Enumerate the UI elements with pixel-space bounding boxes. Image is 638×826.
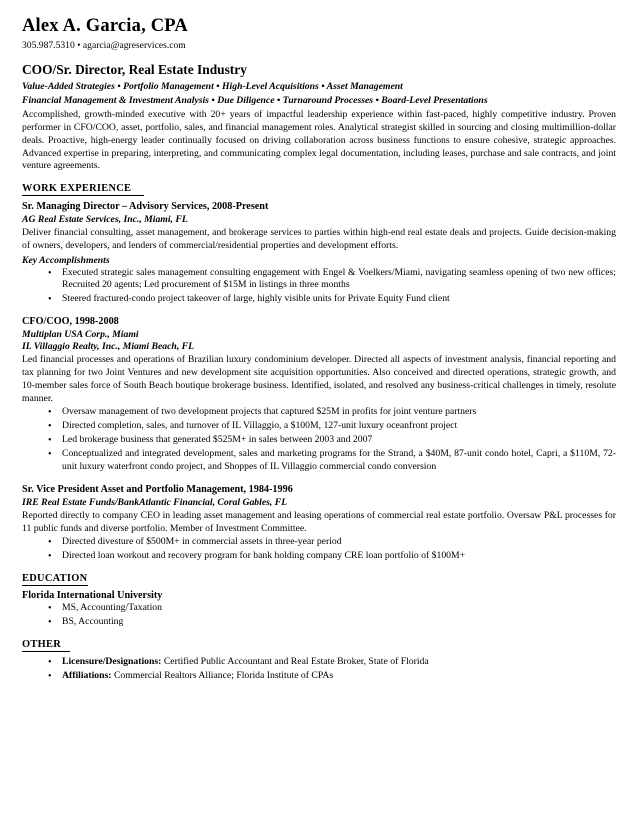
list-item <box>62 656 616 669</box>
job-bullets <box>22 267 616 307</box>
job-description: Led financial processes and operations of Brazilian luxury condominium developer. Directed all aspects of investment analysis, financial reporting and tax planning for two Joint Ventures and new development site acquisition opportunities. Also conceived and directed operations, strategic growth, and 10-member sales force of South Beach boutique brokerage business. Identified, isolated, and resolved any business-critical challenges in timely, resolute manner. <box>22 354 616 404</box>
section-title-work-experience: WORK EXPERIENCE <box>22 183 132 195</box>
job-bullets <box>22 406 616 473</box>
list-item: • Oversaw management of two development projects that captured $25M in profits for joint venture partners <box>62 406 616 419</box>
section-divider-work <box>22 195 144 196</box>
list-item: • Directed divesture of $500M+ in commercial assets in three-year period <box>62 536 616 549</box>
candidate-name: Alex A. Garcia, CPA <box>22 16 188 36</box>
other-text: Certified Public Accountant and Real Estate Broker, State of Florida <box>161 655 429 667</box>
section-title-other: OTHER <box>22 638 62 650</box>
job-company: IRE Real Estate Funds/BankAtlantic Financial, Coral Gables, FL <box>22 496 288 508</box>
job-description: Reported directly to company CEO in leading asset management and leasing operations of commercial real estate portfolio. Oversaw P&L processes for 11 public funds and diverse portfolio. Member of Investment Committee. <box>22 509 616 534</box>
job-entry <box>22 316 616 474</box>
job-company: Multiplan USA Corp., Miami <box>22 329 139 341</box>
tagline-line-1: Value-Added Strategies • Portfolio Management • High-Level Acquisitions • Asset Management <box>22 80 403 92</box>
key-accomplishments-label: Key Accomplishments <box>22 254 110 266</box>
list-item: • Steered fractured-condo project takeover of large, highly visible units for Private Equity Fund client <box>62 293 616 306</box>
section-divider-education <box>22 585 88 586</box>
section-title-education: EDUCATION <box>22 573 88 585</box>
tagline-line-2: Financial Management & Investment Analysis • Due Diligence • Turnaround Processes • Board-Level Presentations <box>22 94 488 106</box>
professional-summary: Accomplished, growth-minded executive with 20+ years of impactful leadership experience within fast-paced, highly competitive industry. Proven performer in CFO/COO, asset, portfolio, sales, and financial management roles. Analytical strategist skilled in sourcing and closing multimillion-dollar deals. Proactive, high-energy leader continually focused on driving collaboration across business functions to ensure cohesive, strategic approaches. Advanced expertise in preparing, interpreting, and communicating complex legal documentation, including leases, purchase and sale contracts, and joint venture agreements. <box>22 109 616 172</box>
job-entry <box>22 201 616 306</box>
job-entry <box>22 484 616 563</box>
education-degrees <box>22 602 616 629</box>
section-divider-other <box>22 651 70 652</box>
job-title: CFO/COO, 1998-2008 <box>22 316 119 328</box>
list-item: • Directed completion, sales, and turnover of IL Villaggio, a $100M, 127-unit luxury oceanfront project <box>62 420 616 433</box>
job-company: AG Real Estate Services, Inc., Miami, FL <box>22 213 188 225</box>
job-title: Sr. Vice President Asset and Portfolio Management, 1984-1996 <box>22 483 293 495</box>
other-list <box>22 656 616 683</box>
professional-headline: COO/Sr. Director, Real Estate Industry <box>22 61 247 77</box>
list-item: • BS, Accounting <box>62 616 616 629</box>
list-item: • Executed strategic sales management consulting engagement with Engel & Voelkers/Miami, navigating seamless opening of two new offices; Recruited 20 agents; Led procurement of $15M in listings in three months <box>62 267 616 293</box>
other-label: Licensure/Designations: <box>62 655 162 667</box>
job-title: Sr. Managing Director – Advisory Services, 2008-Present <box>22 201 269 213</box>
list-item: • Led brokerage business that generated $525M+ in sales between 2003 and 2007 <box>62 434 616 447</box>
job-company-secondary: IL Villaggio Realty, Inc., Miami Beach, FL <box>22 341 195 353</box>
list-item: • MS, Accounting/Taxation <box>62 602 616 615</box>
list-item: • Directed loan workout and recovery program for bank holding company CRE loan portfolio of $100M+ <box>62 550 616 563</box>
list-item: • Conceptualized and integrated development, sales and marketing programs for the Strand, a $40M, 87-unit condo hotel, Capri, a $110M, 72-unit luxury waterfront condo project, and Shoppes of IL Villaggio commercial condo conversion <box>62 448 616 474</box>
job-description: Deliver financial consulting, asset management, and brokerage services to parties within high-end real estate deals and projects. Guide decision-making of owners, developers, and lenders of commercial/residential properties and development efforts. <box>22 227 616 251</box>
other-label: Affiliations: <box>62 669 112 681</box>
contact-line: 305.987.5310 • agarcia@agreservices.com <box>22 40 186 52</box>
education-school: Florida International University <box>22 590 163 602</box>
list-item <box>62 670 616 683</box>
job-bullets <box>22 536 616 563</box>
other-text: Commercial Realtors Alliance; Florida Institute of CPAs <box>111 669 334 681</box>
